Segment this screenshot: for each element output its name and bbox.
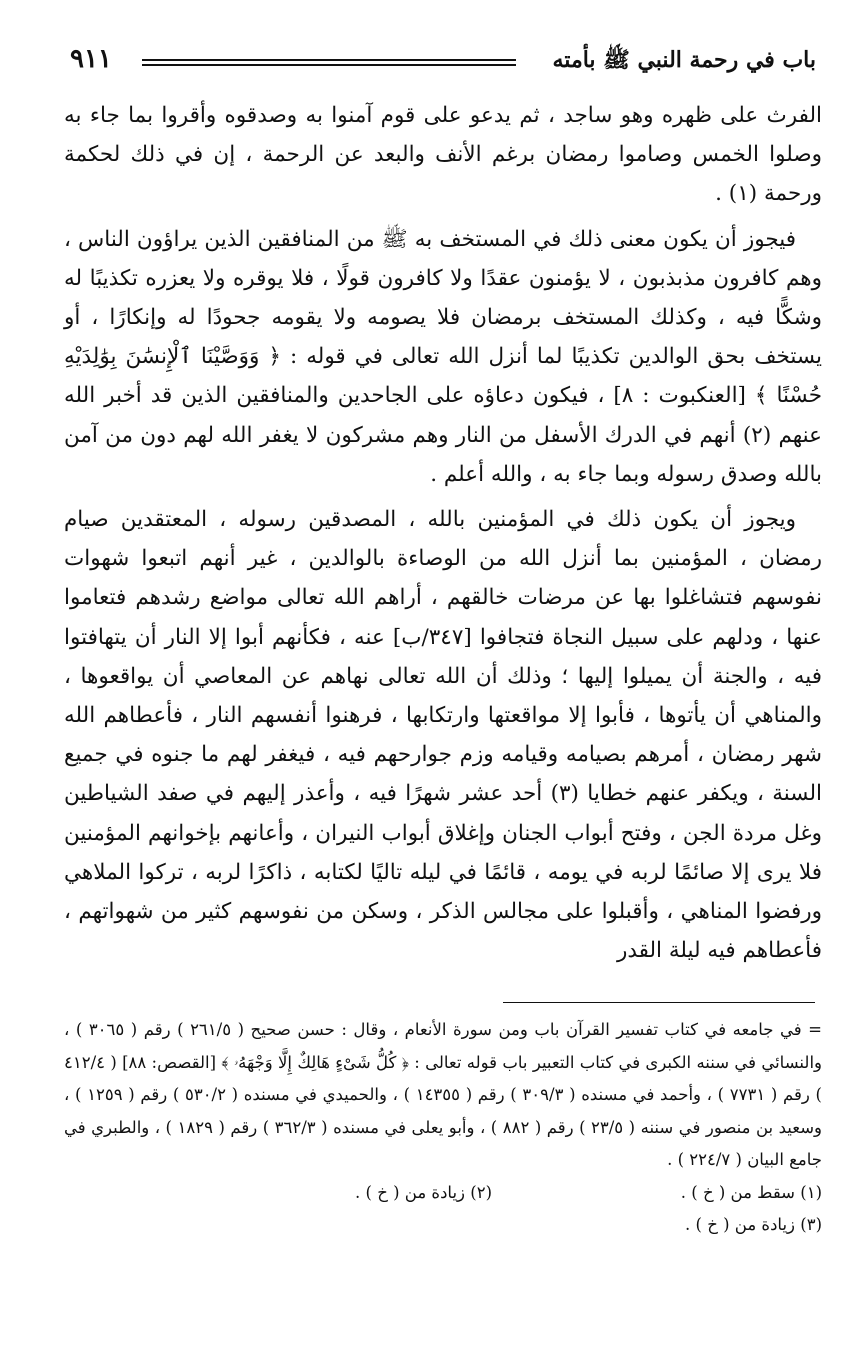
footnote-row [64,1177,822,1210]
paragraph-1: الفرث على ظهره وهو ساجد ، ثم يدعو على قوم آمنوا به وصدقوه وأقروا بما جاء به وصلوا الخمس وصاموا رمضان برغم الأنف والبعد عن الرحمة ، إن في ذلك لحكمة ورحمة (١) . [64,103,822,207]
running-title: باب في رحمة النبي ﷺ بأمته [552,47,816,73]
paragraph-3: ويجوز أن يكون ذلك في المؤمنين بالله ، المصدقين رسوله ، المعتقدين صيام رمضان ، المؤمنين بما أنزل الله من الوصاءة بالوالدين ، غير أنهم اتبعوا شهوات نفوسهم فتشاغلوا بها عن مرضات خالقهم ، أراهم الله تعالى مواضع رشدهم فتعاموا عنها ، ودلهم على سبيل النجاة فتجافوا [٣٤٧/ب] عنه ، فكأنهم أبوا إلا النار أن يتهافتوا فيه ، والجنة أن يميلوا إليها ؛ وذلك أن الله تعالى نهاهم عن المعاصي أن يواقعوها ، والمناهي أن يأتوها ، فأبوا إلا مواقعتها وارتكابها ، فرهنوا أنفسهم النار ، فأعطاهم الله شهر رمضان ، أمرهم بصيامه وقيامه وزم جوارحهم فيه ، فيغفر لهم ما جنوه في جميع السنة ، ويكفر عنهم خطايا (٣) أحد عشر شهرًا فيه ، وأعذر إليهم في صفد الشياطين وغل مردة الجن ، وفتح أبواب الجنان وإغلاق أبواب النيران ، وأعانهم بإخوانهم المؤمنين فلا يرى إلا صائمًا لربه في يومه ، قائمًا في ليله تاليًا لكتابه ، ذاكرًا لربه ، تركوا الملاهي ورفضوا المناهي ، وأقبلوا على مجالس الذكر ، وسكن من نفوسهم كثير من شهواتهم ، فأعطاهم فيه ليلة القدر [64,507,822,964]
footnote-continuation: = في جامعه في كتاب تفسير القرآن باب ومن سورة الأنعام ، وقال : حسن صحيح ( ٢٦١/٥ ) رقم ( ٣٠٦٥ ) ، والنسائي في سننه الكبرى في كتاب التعبير باب قوله تعالى : ﴿ كُلُّ شَىْءٍ هَالِكٌ إِلَّا وَجْهَهُۥ ﴾ [القصص: ٨٨] ( ٤١٢/٤ ) رقم ( ٧٧٣١ ) ، وأحمد في مسنده ( ٣٠٩/٣ ) رقم ( ١٤٣٥٥ ) ، والحميدي في مسنده ( ٥٣٠/٢ ) رقم ( ١٢٥٩ ) ، وسعيد بن منصور في سننه ( ٢٣/٥ ) رقم ( ٨٨٢ ) ، وأبو يعلى في مسنده ( ٣٦٢/٣ ) رقم ( ١٨٢٩ ) ، والطبري في جامع البيان ( ٢٢٤/٧ ) . [64,1020,823,1169]
footnotes [64,1014,822,1242]
page-number: ٩١١ [70,44,112,74]
page-header [70,42,816,82]
footnote-separator [503,1002,815,1003]
footnote-3: (٣) زيادة من ( خ ) . [685,1215,822,1234]
main-text [64,96,822,970]
footnote-1: (١) سقط من ( خ ) . [680,1182,822,1202]
paragraph-2: فيجوز أن يكون معنى ذلك في المستخف به ﷺ من المنافقين الذين يراؤون الناس ، وهم كافرون مذبذبون ، لا يؤمنون عقدًا ولا كافرون قولًا ، فلا يوقره ولا يعزره تكذيبًا له وشكًّا فيه ، وكذلك المستخف برمضان فلا يصومه ولا يقومه جحودًا له وإنكارًا ، أو يستخف بحق الوالدين تكذيبًا لما أنزل الله تعالى في قوله : ﴿ وَوَصَّيْنَا ٱلْإِنسَٰنَ بِوَٰلِدَيْهِ حُسْنًا ﴾ [العنكبوت : ٨] ، فيكون دعاؤه على الجاحدين والمنافقين الذين قد أخبر الله عنهم (٢) أنهم في الدرك الأسفل من النار وهم مشركون لا يغفر الله لهم دون من آمن بالله وصدق رسوله وبما جاء به ، والله أعلم . [64,226,822,487]
footnote-2: (٢) زيادة من ( خ ) . [355,1182,492,1202]
header-rule [142,59,516,66]
